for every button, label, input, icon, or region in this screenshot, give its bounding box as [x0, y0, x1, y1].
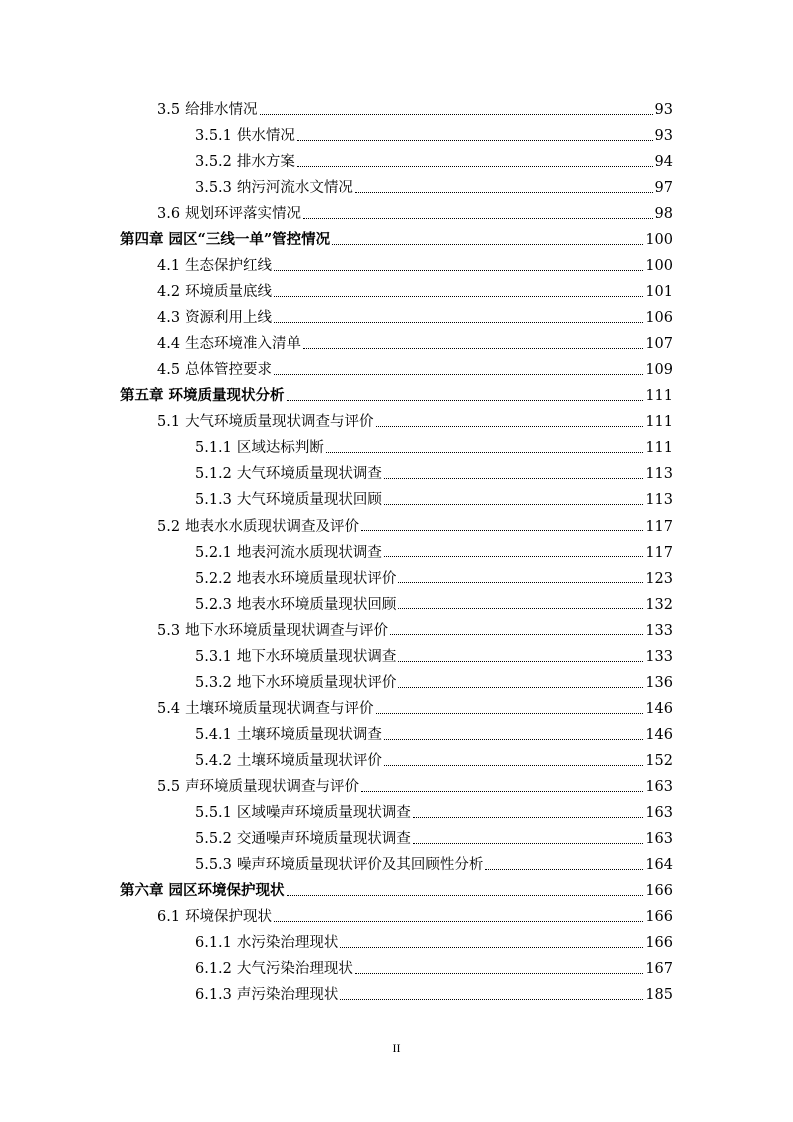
toc-entry[interactable] [0, 774, 793, 800]
toc-entry-number: 5.2.2 [195, 570, 232, 587]
toc-entry-number: 5.1.3 [195, 492, 232, 509]
toc-entry-number: 4.3 [157, 310, 181, 327]
toc-entry-inner [195, 441, 673, 456]
toc-entry-title: 供水情况 [236, 127, 295, 144]
toc-entry-inner [157, 910, 673, 925]
toc-entry-title: 大气污染治理现状 [236, 961, 353, 978]
toc-entry-inner [195, 988, 673, 1003]
toc-entry[interactable] [0, 488, 793, 514]
toc-entry-number: 5.3.2 [195, 674, 232, 691]
toc-entry-inner [195, 493, 673, 508]
toc-entry-inner [195, 728, 673, 743]
toc-entry-number: 6.1.1 [195, 935, 232, 952]
toc-entry[interactable] [0, 540, 793, 566]
toc-entry-page: 133 [645, 622, 673, 639]
toc-entry[interactable] [0, 436, 793, 462]
toc-entry-title: 大气环境质量现状回顾 [236, 492, 382, 509]
toc-dot-leader [260, 114, 653, 115]
toc-dot-leader [398, 582, 643, 583]
toc-entry-title: 地下水环境质量现状调查 [236, 648, 397, 665]
toc-dot-leader [413, 843, 643, 844]
toc-entry-number: 3.5.3 [195, 179, 232, 196]
toc-entry-inner [195, 598, 673, 613]
toc-entry-title: 区域噪声环境质量现状调查 [236, 805, 411, 822]
toc-entry-number: 6.1.2 [195, 961, 232, 978]
toc-dot-leader [485, 869, 643, 870]
toc-entry-title: 声污染治理现状 [236, 987, 339, 1004]
toc-entry[interactable] [0, 97, 793, 123]
toc-entry-title: 生态保护红线 [185, 258, 273, 275]
toc-entry-page: 163 [645, 805, 673, 822]
toc-entry[interactable] [0, 670, 793, 696]
toc-dot-leader [297, 166, 653, 167]
toc-entry-inner [157, 520, 673, 535]
toc-entry-number: 5.5.1 [195, 805, 232, 822]
toc-dot-leader [274, 296, 643, 297]
toc-entry-inner [195, 754, 673, 769]
toc-entry-title: 地表水环境质量现状回顾 [236, 596, 397, 613]
toc-entry-inner [120, 389, 673, 404]
table-of-contents [0, 97, 793, 1009]
toc-dot-leader [355, 973, 643, 974]
toc-entry-page: 166 [645, 935, 673, 952]
toc-entry-title: 大气环境质量现状调查与评价 [185, 414, 374, 431]
toc-entry-inner [157, 624, 673, 639]
toc-entry-number: 5.4 [157, 700, 181, 717]
toc-entry-inner [195, 936, 673, 951]
toc-entry-number: 5.1.1 [195, 440, 232, 457]
toc-entry-page: 100 [645, 258, 673, 275]
toc-entry-title: 噪声环境质量现状评价及其回顾性分析 [236, 857, 484, 874]
toc-entry-inner [157, 259, 673, 274]
toc-entry-title: 规划环评落实情况 [185, 205, 302, 222]
toc-entry-title: 总体管控要求 [185, 362, 273, 379]
toc-entry-page: 146 [645, 726, 673, 743]
toc-entry-title: 排水方案 [236, 153, 295, 170]
toc-entry-page: 166 [645, 909, 673, 926]
toc-dot-leader [398, 687, 643, 688]
toc-entry-number: 3.6 [157, 205, 181, 222]
toc-entry-page: 111 [645, 440, 673, 457]
toc-dot-leader [274, 322, 643, 323]
toc-dot-leader [398, 661, 643, 662]
toc-dot-leader [274, 374, 643, 375]
toc-entry-number: 5.3 [157, 622, 181, 639]
toc-entry-page: 133 [645, 648, 673, 665]
toc-entry-page: 106 [645, 310, 673, 327]
toc-entry[interactable] [0, 696, 793, 722]
toc-entry-inner [157, 415, 673, 430]
toc-entry-title: 土壤环境质量现状调查与评价 [185, 700, 374, 717]
toc-dot-leader [384, 765, 643, 766]
toc-entry-title: 交通噪声环境质量现状调查 [236, 831, 411, 848]
toc-entry-title: 地表水水质现状调查及评价 [185, 518, 360, 535]
toc-dot-leader [287, 895, 644, 896]
toc-entry[interactable] [0, 279, 793, 305]
toc-entry[interactable] [0, 384, 793, 410]
toc-entry[interactable] [0, 931, 793, 957]
toc-entry-page: 167 [645, 961, 673, 978]
toc-entry-title: 给排水情况 [185, 101, 258, 118]
toc-entry-inner [195, 572, 673, 587]
toc-entry-page: 163 [645, 778, 673, 795]
toc-entry-inner [195, 858, 673, 873]
toc-entry-page: 117 [645, 518, 673, 535]
toc-entry-title: 纳污河流水文情况 [236, 179, 353, 196]
toc-entry-title: 环境质量底线 [185, 284, 273, 301]
toc-entry-page: 132 [645, 596, 673, 613]
toc-entry-title: 生态环境准入清单 [185, 336, 302, 353]
toc-entry-inner [157, 337, 673, 352]
toc-entry-page: 111 [645, 414, 673, 431]
toc-entry-title: 资源利用上线 [185, 310, 273, 327]
toc-entry-inner [157, 363, 673, 378]
toc-entry-number: 5.1 [157, 414, 181, 431]
toc-entry[interactable] [0, 514, 793, 540]
toc-entry-page: 164 [645, 857, 673, 874]
toc-entry[interactable] [0, 410, 793, 436]
toc-entry-title: 地下水环境质量现状调查与评价 [185, 622, 389, 639]
toc-entry-title: 土壤环境质量现状调查 [236, 726, 382, 743]
toc-entry-inner [157, 207, 673, 222]
toc-entry[interactable] [0, 175, 793, 201]
toc-entry-title: 区域达标判断 [236, 440, 324, 457]
toc-entry-title: 大气环境质量现状调查 [236, 466, 382, 483]
toc-entry-inner [195, 806, 673, 821]
toc-entry-inner [195, 650, 673, 665]
toc-entry-number: 4.2 [157, 284, 181, 301]
toc-entry-number: 5.4.2 [195, 752, 232, 769]
toc-dot-leader [361, 791, 643, 792]
toc-dot-leader [355, 192, 653, 193]
toc-entry-number: 5.2 [157, 518, 181, 535]
toc-entry[interactable] [0, 462, 793, 488]
toc-entry-number: 5.1.2 [195, 466, 232, 483]
toc-dot-leader [303, 348, 643, 349]
toc-dot-leader [361, 530, 643, 531]
toc-entry-page: 166 [645, 883, 673, 900]
toc-dot-leader [384, 556, 643, 557]
toc-entry-inner [157, 780, 673, 795]
toc-entry-page: 185 [645, 987, 673, 1004]
toc-entry[interactable] [0, 305, 793, 331]
toc-entry-inner [195, 129, 673, 144]
toc-entry-inner [120, 233, 673, 248]
toc-entry-inner [195, 832, 673, 847]
toc-dot-leader [340, 999, 643, 1000]
toc-dot-leader [274, 921, 643, 922]
toc-entry[interactable] [0, 201, 793, 227]
toc-dot-leader [332, 244, 643, 245]
toc-entry[interactable] [0, 878, 793, 904]
toc-entry-inner [157, 103, 673, 118]
toc-entry-number: 3.5.1 [195, 127, 232, 144]
toc-entry[interactable] [0, 957, 793, 983]
toc-dot-leader [303, 218, 652, 219]
toc-entry-inner [195, 181, 673, 196]
toc-entry-title: 地表河流水质现状调查 [236, 544, 382, 561]
toc-entry-page: 113 [645, 466, 673, 483]
toc-entry-inner [195, 467, 673, 482]
toc-entry-number: 6.1 [157, 909, 181, 926]
toc-dot-leader [376, 713, 644, 714]
toc-dot-leader [326, 452, 643, 453]
page-number: II [392, 1041, 401, 1055]
toc-entry-title: 环境保护现状 [185, 909, 273, 926]
toc-entry-inner [195, 155, 673, 170]
toc-entry-page: 93 [654, 101, 673, 118]
toc-entry[interactable] [0, 800, 793, 826]
toc-entry-inner [157, 285, 673, 300]
toc-entry-title: 土壤环境质量现状评价 [236, 752, 382, 769]
toc-entry-title: 环境质量现状分析 [168, 387, 285, 405]
toc-dot-leader [390, 634, 643, 635]
toc-entry-number: 5.2.3 [195, 596, 232, 613]
toc-entry-number: 5.2.1 [195, 544, 232, 561]
toc-entry-title: 声环境质量现状调查与评价 [185, 778, 360, 795]
toc-dot-leader [384, 504, 643, 505]
toc-dot-leader [376, 426, 644, 427]
toc-entry-inner [195, 676, 673, 691]
toc-entry-page: 163 [645, 831, 673, 848]
toc-entry[interactable] [0, 566, 793, 592]
toc-entry-title: 地下水环境质量现状评价 [236, 674, 397, 691]
toc-dot-leader [384, 739, 643, 740]
toc-entry-page: 107 [645, 336, 673, 353]
toc-entry-number: 4.1 [157, 258, 181, 275]
toc-entry-number: 第六章 [120, 882, 164, 900]
toc-entry-page: 100 [645, 232, 673, 248]
toc-entry-inner [195, 546, 673, 561]
toc-entry[interactable] [0, 123, 793, 149]
toc-entry-number: 5.5 [157, 778, 181, 795]
toc-entry[interactable] [0, 618, 793, 644]
toc-entry-number: 4.4 [157, 336, 181, 353]
toc-entry-page: 123 [645, 570, 673, 587]
toc-dot-leader [384, 478, 643, 479]
toc-entry[interactable] [0, 644, 793, 670]
toc-entry[interactable] [0, 826, 793, 852]
toc-entry[interactable] [0, 852, 793, 878]
toc-entry-page: 97 [654, 179, 673, 196]
toc-entry-number: 6.1.3 [195, 987, 232, 1004]
toc-entry-inner [157, 311, 673, 326]
toc-entry-page: 93 [654, 127, 673, 144]
toc-entry-page: 98 [654, 205, 673, 222]
toc-entry-inner [120, 884, 673, 899]
toc-entry[interactable] [0, 722, 793, 748]
toc-entry-page: 152 [645, 752, 673, 769]
toc-entry[interactable] [0, 983, 793, 1009]
toc-entry-title: 园区“三线一单”管控情况 [168, 231, 331, 248]
toc-entry-title: 地表水环境质量现状评价 [236, 570, 397, 587]
toc-entry-page: 111 [645, 388, 673, 405]
toc-entry[interactable] [0, 227, 793, 253]
toc-entry-page: 146 [645, 700, 673, 717]
toc-dot-leader [297, 140, 653, 141]
toc-entry-inner [195, 962, 673, 977]
toc-entry-page: 117 [645, 544, 673, 561]
toc-dot-leader [340, 947, 643, 948]
toc-dot-leader [398, 608, 643, 609]
toc-entry-number: 5.5.3 [195, 857, 232, 874]
toc-entry-title: 水污染治理现状 [236, 935, 339, 952]
toc-entry-title: 园区环境保护现状 [168, 882, 285, 900]
toc-dot-leader [274, 270, 643, 271]
toc-entry-number: 3.5.2 [195, 153, 232, 170]
toc-entry[interactable] [0, 592, 793, 618]
toc-entry-number: 5.4.1 [195, 726, 232, 743]
toc-entry-page: 113 [645, 492, 673, 509]
toc-entry-number: 4.5 [157, 362, 181, 379]
toc-entry-page: 94 [654, 153, 673, 170]
toc-entry[interactable] [0, 331, 793, 357]
toc-entry[interactable] [0, 357, 793, 383]
toc-entry-number: 5.5.2 [195, 831, 232, 848]
toc-entry-number: 5.3.1 [195, 648, 232, 665]
toc-entry-page: 136 [645, 674, 673, 691]
toc-entry[interactable] [0, 748, 793, 774]
toc-dot-leader [413, 817, 643, 818]
toc-dot-leader [287, 400, 644, 401]
toc-entry-page: 101 [645, 284, 673, 301]
toc-entry-inner [157, 702, 673, 717]
toc-entry[interactable] [0, 904, 793, 930]
toc-entry[interactable] [0, 149, 793, 175]
toc-entry-number: 第五章 [120, 387, 164, 405]
toc-entry-number: 第四章 [120, 231, 164, 248]
toc-entry-number: 3.5 [157, 101, 181, 118]
toc-entry-page: 109 [645, 362, 673, 379]
toc-entry[interactable] [0, 253, 793, 279]
